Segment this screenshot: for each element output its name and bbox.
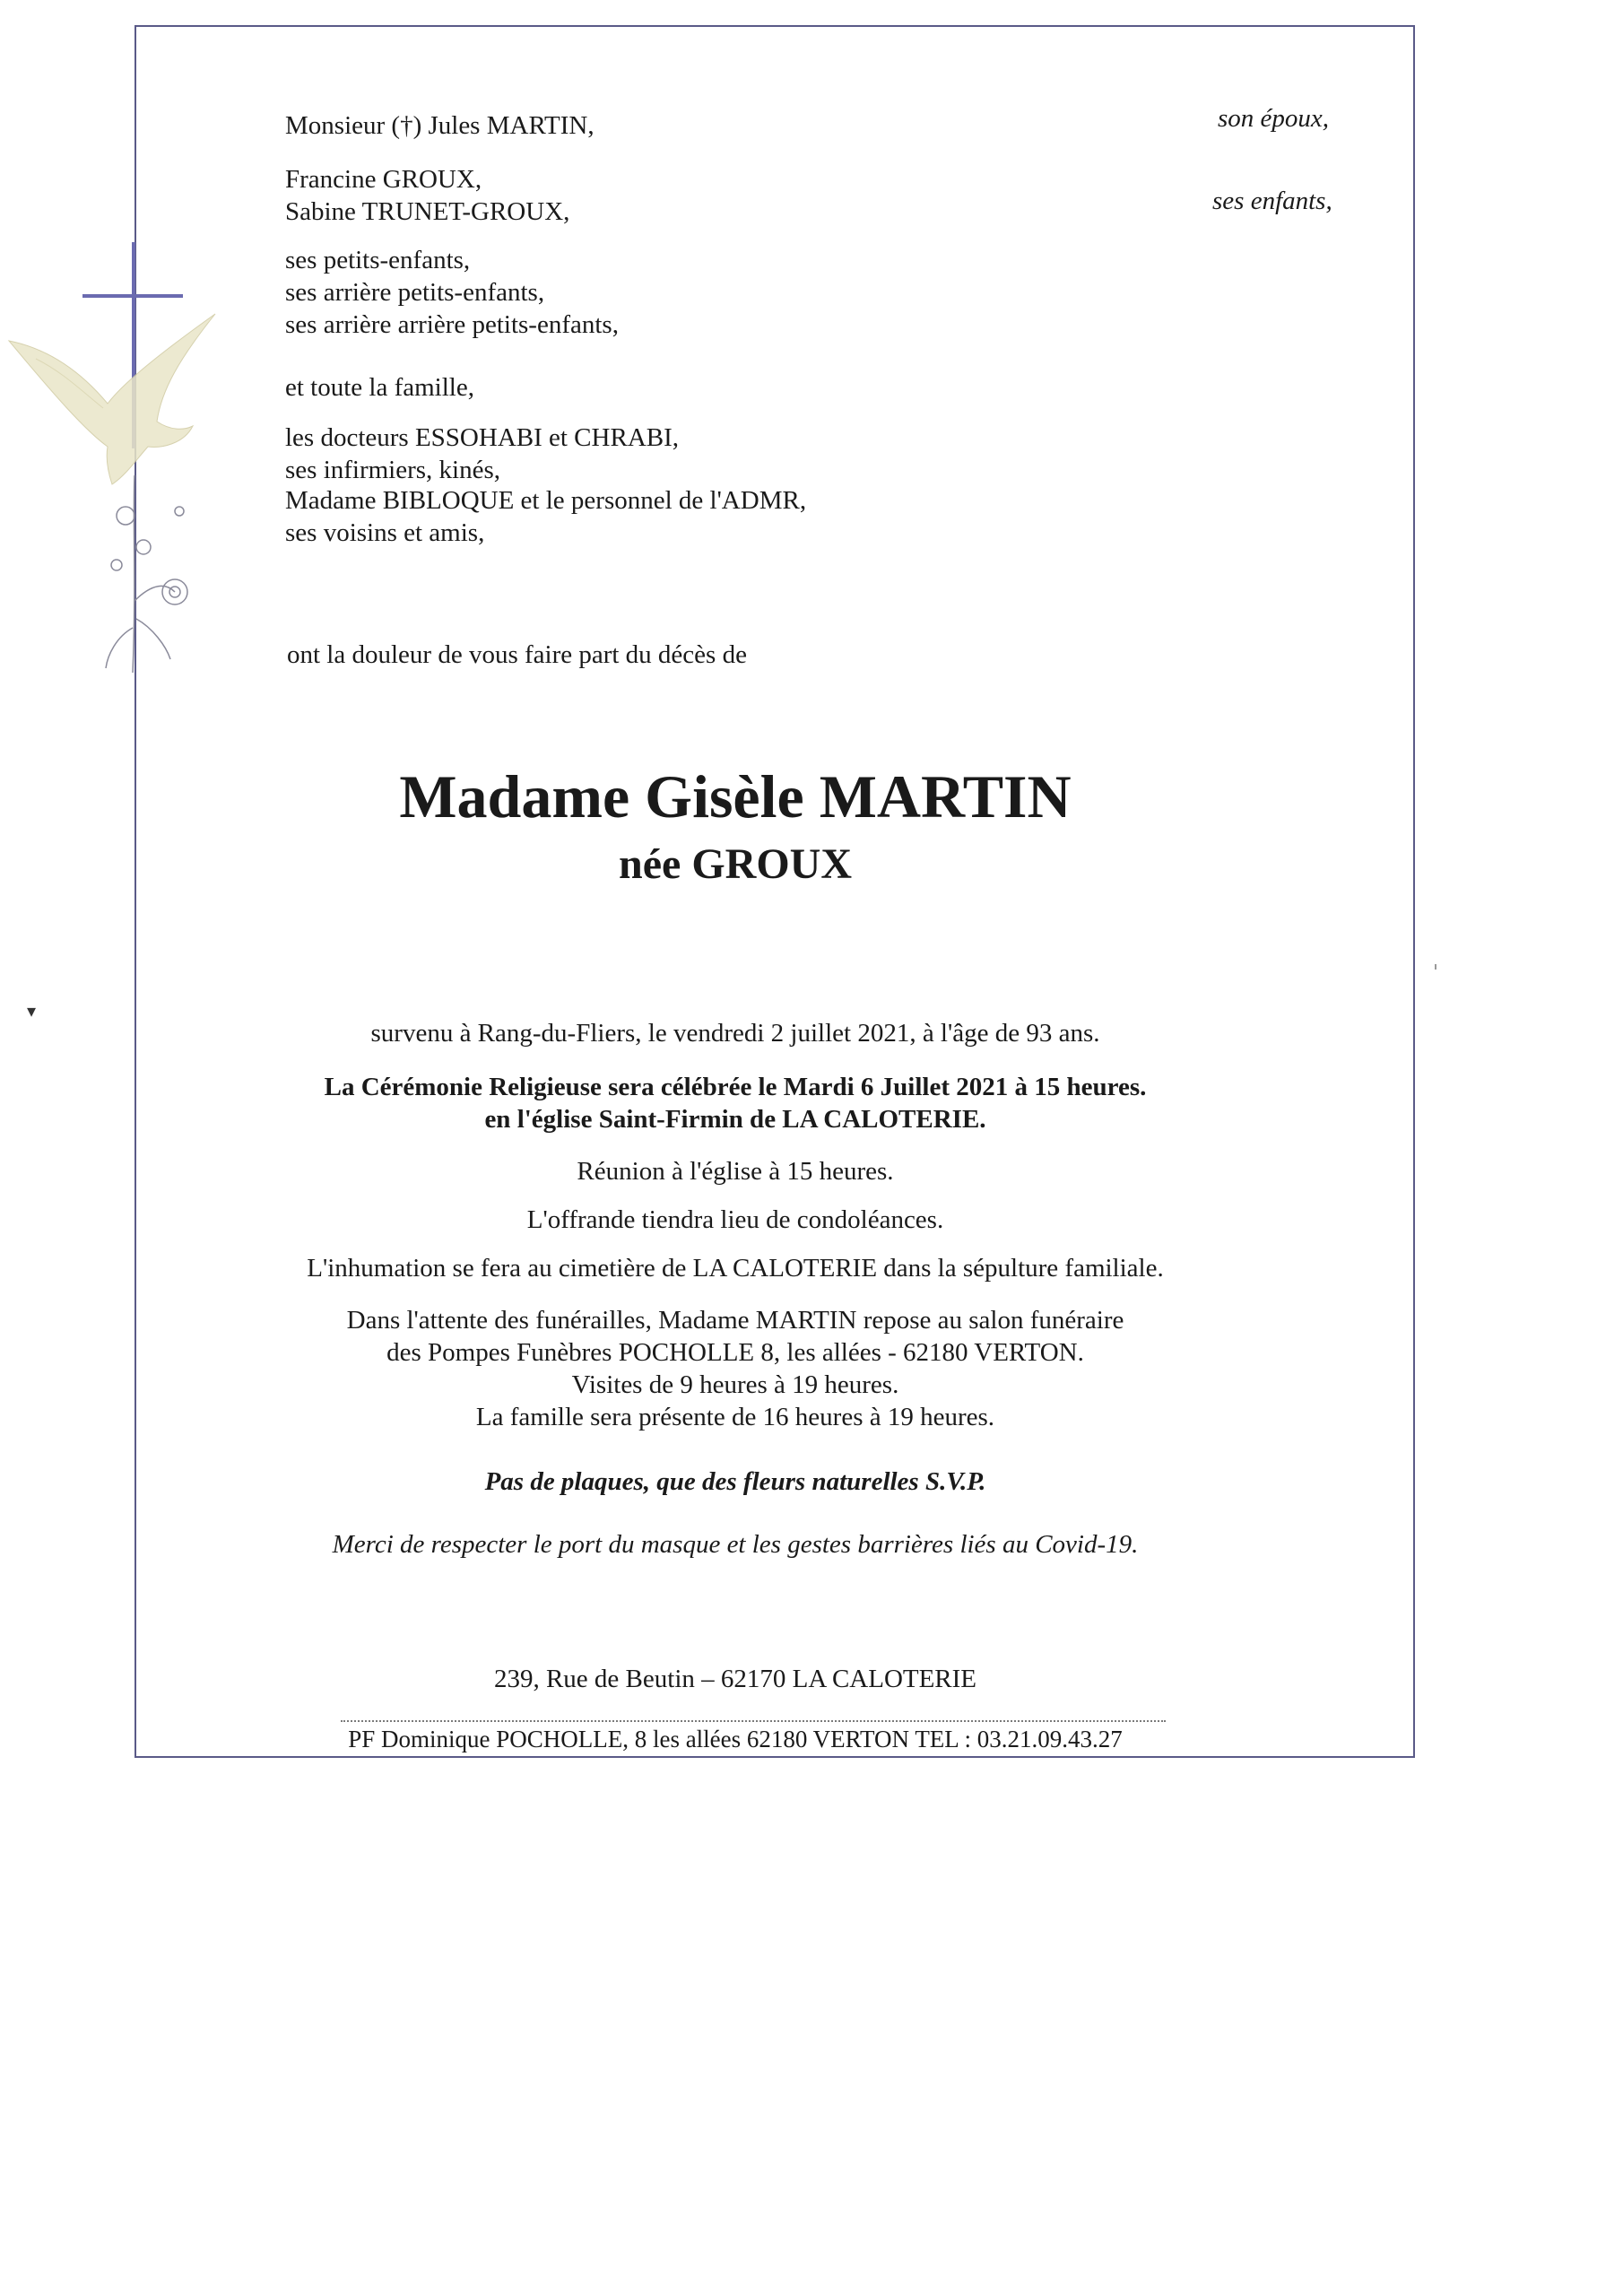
child-2: Sabine TRUNET-GROUX, (285, 197, 570, 226)
family-line: et toute la famille, (285, 373, 474, 402)
reunion-line: Réunion à l'église à 15 heures. (577, 1157, 894, 1186)
death-details: survenu à Rang-du-Fliers, le vendredi 2 juillet 2021, à l'âge de 93 ans. (370, 1019, 1100, 1048)
caregiver-line: ses infirmiers, kinés, (285, 456, 501, 484)
flowers-notice: Pas de plaques, que des fleurs naturelles S.V.P. (484, 1467, 986, 1496)
deceased-name: Madame Gisèle MARTIN (399, 762, 1072, 831)
maiden-name: née GROUX (619, 840, 852, 888)
footer-separator (341, 1720, 1166, 1722)
children-relation: ses enfants, (1212, 187, 1332, 215)
covid-notice: Merci de respecter le port du masque et les gestes barrières liés au Covid-19. (332, 1530, 1139, 1559)
announcement: ont la douleur de vous faire part du décès de (287, 640, 747, 669)
great-grandchildren-line: ses arrière petits-enfants, (285, 278, 545, 307)
child-1: Francine GROUX, (285, 165, 482, 194)
cross-dove-flower-decoration (0, 206, 242, 709)
caregiver-line: les docteurs ESSOHABI et CHRABI, (285, 423, 680, 452)
husband-relation: son époux, (1218, 104, 1330, 133)
burial-line: L'inhumation se fera au cimetière de LA CALOTERIE dans la sépulture familiale. (307, 1254, 1164, 1283)
family-presence-line: La famille sera présente de 16 heures à 19 heures. (475, 1403, 995, 1431)
home-address: 239, Rue de Beutin – 62170 LA CALOTERIE (493, 1665, 977, 1693)
salon-line-2: des Pompes Funèbres POCHOLLE 8, les allées - 62180 VERTON. (386, 1338, 1084, 1367)
great-great-grandchildren-line: ses arrière arrière petits-enfants, (285, 310, 619, 339)
visits-line: Visites de 9 heures à 19 heures. (571, 1370, 899, 1399)
scan-speck: ▾ (27, 1002, 37, 1022)
husband-name: Monsieur (†) Jules MARTIN, (285, 111, 595, 140)
flower-icon (106, 475, 187, 673)
caregiver-line: Madame BIBLOQUE et le personnel de l'ADMR, (285, 486, 807, 515)
dove-icon (9, 314, 215, 484)
ceremony-line-2: en l'église Saint-Firmin de LA CALOTERIE. (484, 1105, 986, 1134)
salon-line-1: Dans l'attente des funérailles, Madame MARTIN repose au salon funéraire (346, 1306, 1124, 1335)
ceremony-line-1: La Cérémonie Religieuse sera célébrée le Mardi 6 Juillet 2021 à 15 heures. (324, 1073, 1147, 1101)
funeral-home-contact: PF Dominique POCHOLLE, 8 les allées 62180 VERTON TEL : 03.21.09.43.27 (348, 1726, 1123, 1752)
caregiver-line: ses voisins et amis, (285, 518, 485, 547)
grandchildren-line: ses petits-enfants, (285, 246, 471, 274)
scan-mark (1435, 964, 1436, 970)
offering-line: L'offrande tiendra lieu de condoléances. (526, 1205, 944, 1234)
